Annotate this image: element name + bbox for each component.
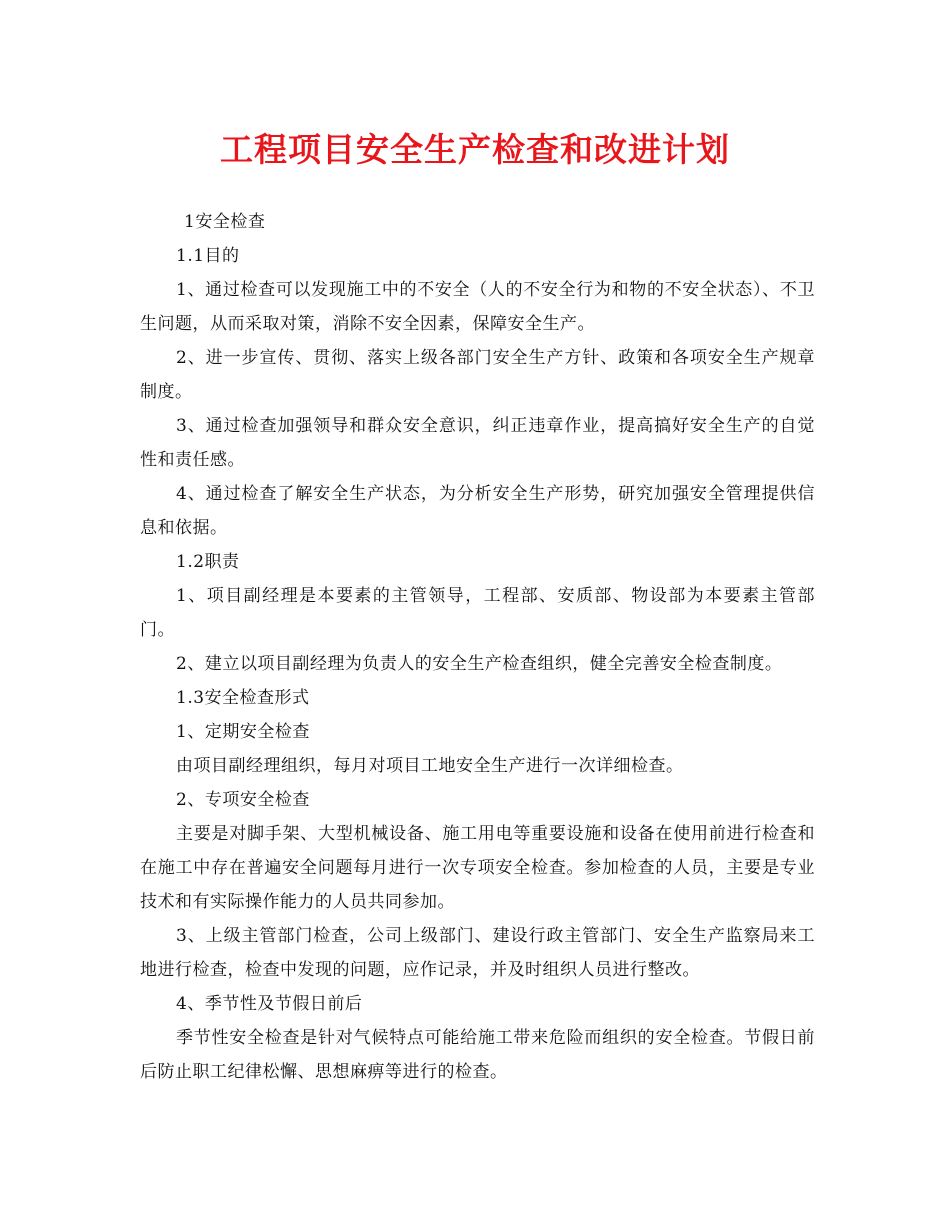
body-paragraph: 3、通过检查加强领导和群众安全意识，纠正违章作业，提高搞好安全生产的自觉性和责任感。 [140, 416, 815, 470]
subsection-heading: 1.1目的 [176, 246, 240, 266]
subsection-heading: 1.2职责 [176, 552, 240, 572]
body-paragraph: 1、通过检查可以发现施工中的不安全（人的不安全行为和物的不安全状态）、不卫生问题，从而采取对策，消除不安全因素，保障安全生产。 [140, 280, 815, 334]
body-paragraph: 季节性安全检查是针对气候特点可能给施工带来危险而组织的安全检查。节假日前后防止职工纪律松懈、思想麻痹等进行的检查。 [140, 1028, 815, 1082]
body-paragraph: 1、项目副经理是本要素的主管领导，工程部、安质部、物设部为本要素主管部门。 [140, 586, 815, 640]
body-paragraph: 主要是对脚手架、大型机械设备、施工用电等重要设施和设备在使用前进行检查和在施工中存在普遍安全问题每月进行一次专项安全检查。参加检查的人员，主要是专业技术和有实际操作能力的人员共同参加。 [140, 824, 815, 912]
document-title: 工程项目安全生产检查和改进计划 [220, 130, 730, 169]
body-paragraph: 3、上级主管部门检查，公司上级部门、建设行政主管部门、安全生产监察局来工地进行检查，检查中发现的问题，应作记录，并及时组织人员进行整改。 [140, 926, 815, 980]
body-paragraph: 2、建立以项目副经理为负责人的安全生产检查组织，健全完善安全检查制度。 [176, 654, 783, 674]
body-paragraph: 4、通过检查了解安全生产状态，为分析安全生产形势，研究加强安全管理提供信息和依据。 [140, 484, 815, 538]
item-heading: 4、季节性及节假日前后 [176, 994, 363, 1014]
section-heading: 1安全检查 [184, 212, 266, 232]
item-heading: 1、定期安全检查 [176, 722, 310, 742]
item-heading: 2、专项安全检查 [176, 790, 310, 810]
subsection-heading: 1.3安全检查形式 [176, 688, 310, 708]
body-paragraph: 由项目副经理组织，每月对项目工地安全生产进行一次详细检查。 [176, 756, 684, 776]
document-body [140, 205, 815, 1089]
body-paragraph: 2、进一步宣传、贯彻、落实上级各部门安全生产方针、政策和各项安全生产规章制度。 [140, 348, 815, 402]
